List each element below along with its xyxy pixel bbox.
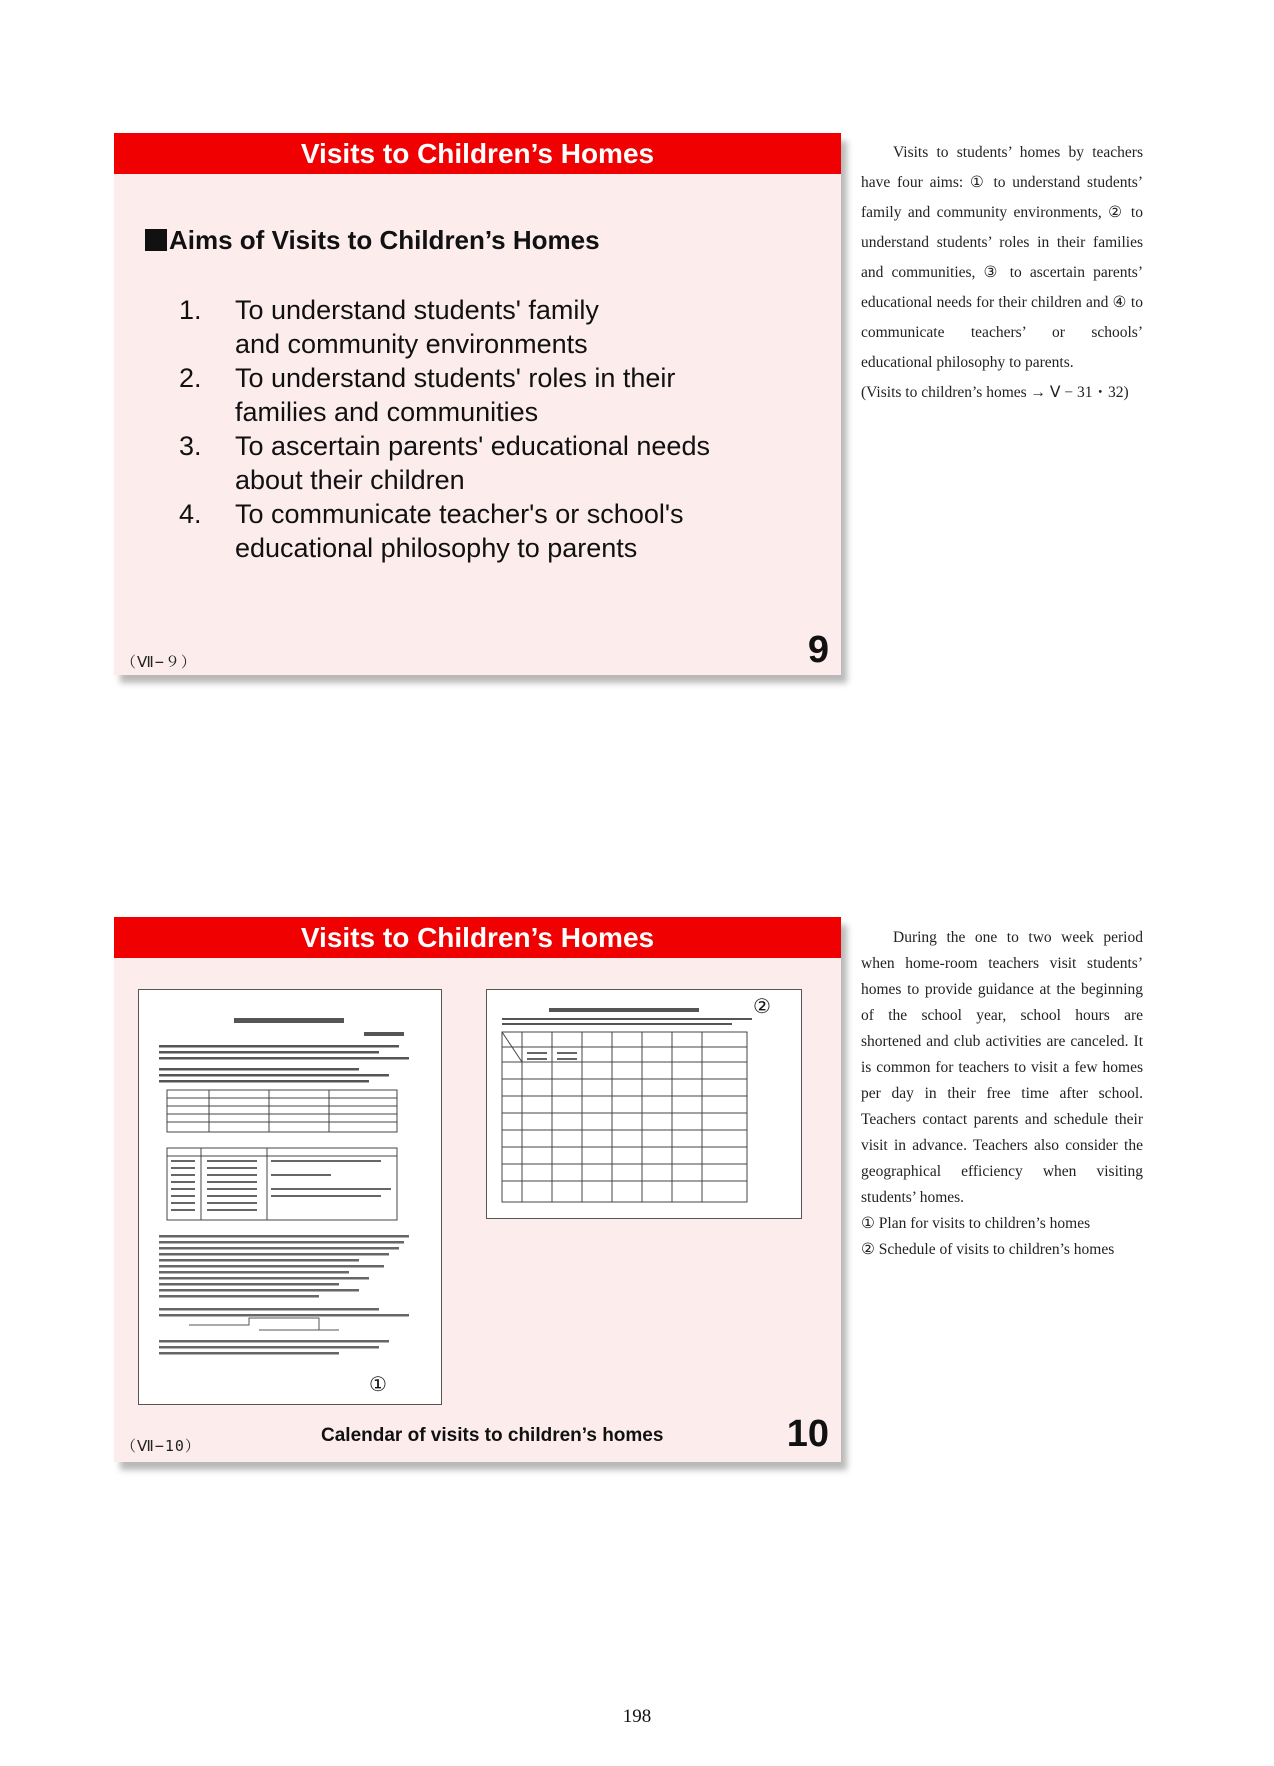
item-line: families and communities xyxy=(235,397,539,427)
commentary-text: During the one to two week period when home-room teachers visit students’ homes to provide guidance at the beginning of the school year, school hours are shortened and club activities are canceled. It is common for teachers to visit a few homes per day in their free time after school. Teachers contact parents and schedule their visit in advance. Teachers also consider the geographical efficiency when visiting students’ homes. xyxy=(861,929,1143,1206)
commentary-text: Visits to students’ homes by teachers have four aims: ① to understand students’ family and community environments, ② to understand students’ roles in their families and communities, ③ to ascertain parents’ educational needs for their children and ④ to communicate teachers’ or schools’ educational philosophy to parents. xyxy=(861,144,1143,371)
item-line: about their children xyxy=(235,465,465,495)
slide-page-number: 9 xyxy=(807,629,829,671)
slide-code: （Ⅶ−10） xyxy=(121,1437,201,1455)
slide-title: Visits to Children’s Homes xyxy=(114,917,841,958)
list-item xyxy=(179,429,799,497)
list-item xyxy=(179,361,799,429)
schedule-scan-illustration xyxy=(487,990,801,1218)
item-line: To ascertain parents' educational needs xyxy=(235,431,710,461)
item-number: 4. xyxy=(179,499,202,529)
aims-list xyxy=(179,293,799,565)
document-marker: ① xyxy=(369,1372,387,1396)
item-line: To understand students' family xyxy=(235,295,599,325)
slide-caption: Calendar of visits to children’s homes xyxy=(321,1425,664,1446)
list-item xyxy=(179,497,799,565)
legend-item: ① Plan for visits to children’s homes xyxy=(861,1215,1091,1232)
document-scan-illustration xyxy=(139,990,441,1404)
side-commentary-9 xyxy=(861,138,1143,408)
slide-10 xyxy=(114,917,841,1462)
square-bullet-icon xyxy=(145,229,167,251)
slide-code: （Ⅶ−９） xyxy=(121,653,197,671)
legend-item: ② Schedule of visits to children’s homes xyxy=(861,1241,1115,1258)
side-commentary-10 xyxy=(861,925,1143,1263)
item-line: To understand students' roles in their xyxy=(235,363,676,393)
heading-text: Aims of Visits to Children’s Homes xyxy=(169,225,600,255)
document-marker: ② xyxy=(753,994,771,1018)
item-number: 2. xyxy=(179,363,202,393)
visit-plan-document-image xyxy=(138,989,442,1405)
slide-heading xyxy=(145,225,600,256)
item-line: educational philosophy to parents xyxy=(235,533,638,563)
item-line: To communicate teacher's or school's xyxy=(235,499,684,529)
visit-schedule-document-image xyxy=(486,989,802,1219)
item-number: 1. xyxy=(179,295,202,325)
slide-9 xyxy=(114,133,841,675)
list-item xyxy=(179,293,799,361)
page-number: 198 xyxy=(622,1706,652,1727)
cross-reference: (Visits to children’s homes → Ⅴ − 31・32) xyxy=(861,384,1129,401)
slide-title: Visits to Children’s Homes xyxy=(114,133,841,174)
item-line: and community environments xyxy=(235,329,588,359)
item-number: 3. xyxy=(179,431,202,461)
slide-page-number: 10 xyxy=(786,1413,829,1455)
